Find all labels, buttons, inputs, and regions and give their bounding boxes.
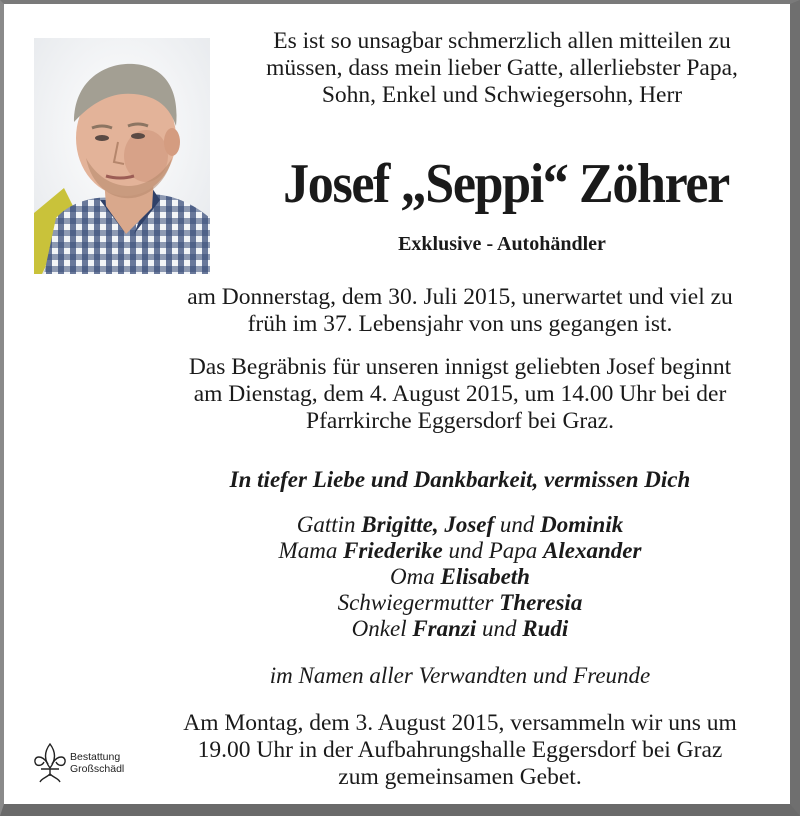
family-list xyxy=(124,512,796,642)
intro-line: Sohn, Enkel und Schwiegersohn, Herr xyxy=(321,82,683,108)
family-conjunction: und xyxy=(482,616,517,641)
undertaker-name-line: Bestattung xyxy=(70,751,121,763)
family-member-name: Elisabeth xyxy=(440,564,530,589)
family-role: Gattin xyxy=(296,512,356,537)
fleur-de-lis-icon xyxy=(32,742,68,784)
funeral-info xyxy=(124,354,796,435)
deceased-occupation: Exklusive - Autohändler xyxy=(398,233,606,255)
death-line: am Donnerstag, dem 30. Juli 2015, unerwartet und viel zu xyxy=(187,284,733,310)
family-member-name: Brigitte, xyxy=(361,512,439,537)
family-member-name: Alexander xyxy=(543,538,642,563)
intro-text xyxy=(222,28,782,109)
family-role: Onkel xyxy=(351,616,407,641)
relatives-line: im Namen aller Verwandten und Freunde xyxy=(269,663,651,688)
family-conjunction: und Papa xyxy=(448,538,538,563)
prayer-line: Am Montag, dem 3. August 2015, versammeln wir uns um xyxy=(183,710,737,736)
intro-line: Es ist so unsagbar schmerzlich allen mitteilen zu xyxy=(273,28,731,54)
tribute-heading: In tiefer Liebe und Dankbarkeit, vermissen Dich xyxy=(229,467,691,492)
death-line: früh im 37. Lebensjahr von uns gegangen ist. xyxy=(247,311,673,337)
prayer-line: 19.00 Uhr in der Aufbahrungshalle Eggersdorf bei Graz xyxy=(197,737,723,763)
funeral-line: Das Begräbnis für unseren innigst geliebten Josef beginnt xyxy=(188,354,732,380)
portrait-photo xyxy=(34,38,210,274)
family-role: Schwiegermutter xyxy=(337,590,494,615)
funeral-line: am Dienstag, dem 4. August 2015, um 14.00 Uhr bei der xyxy=(193,381,727,407)
family-row-grandmother xyxy=(124,564,796,590)
deceased-name: Josef „Seppi“ Zöhrer xyxy=(283,153,729,215)
family-member-name: Theresia xyxy=(499,590,583,615)
family-role: Oma xyxy=(390,564,435,589)
prayer-info xyxy=(124,710,796,791)
undertaker-logo xyxy=(32,742,142,784)
family-row-uncles xyxy=(124,616,796,642)
family-member-name: Josef xyxy=(444,512,495,537)
family-member-name: Friederike xyxy=(343,538,443,563)
family-role: Mama xyxy=(278,538,338,563)
family-conjunction: und xyxy=(499,512,535,537)
family-member-name: Rudi xyxy=(522,616,569,641)
intro-line: müssen, dass mein lieber Gatte, allerliebster Papa, xyxy=(266,55,738,81)
death-announcement xyxy=(124,284,796,338)
family-member-name: Franzi xyxy=(412,616,477,641)
family-member-name: Dominik xyxy=(540,512,624,537)
portrait-illustration xyxy=(34,38,210,274)
family-row-wife-children xyxy=(124,512,796,538)
funeral-line: Pfarrkirche Eggersdorf bei Graz. xyxy=(306,408,614,434)
prayer-line: zum gemeinsamen Gebet. xyxy=(338,764,582,790)
undertaker-name-line: Großschädl xyxy=(70,763,125,775)
family-row-parents xyxy=(124,538,796,564)
family-row-mother-in-law xyxy=(124,590,796,616)
